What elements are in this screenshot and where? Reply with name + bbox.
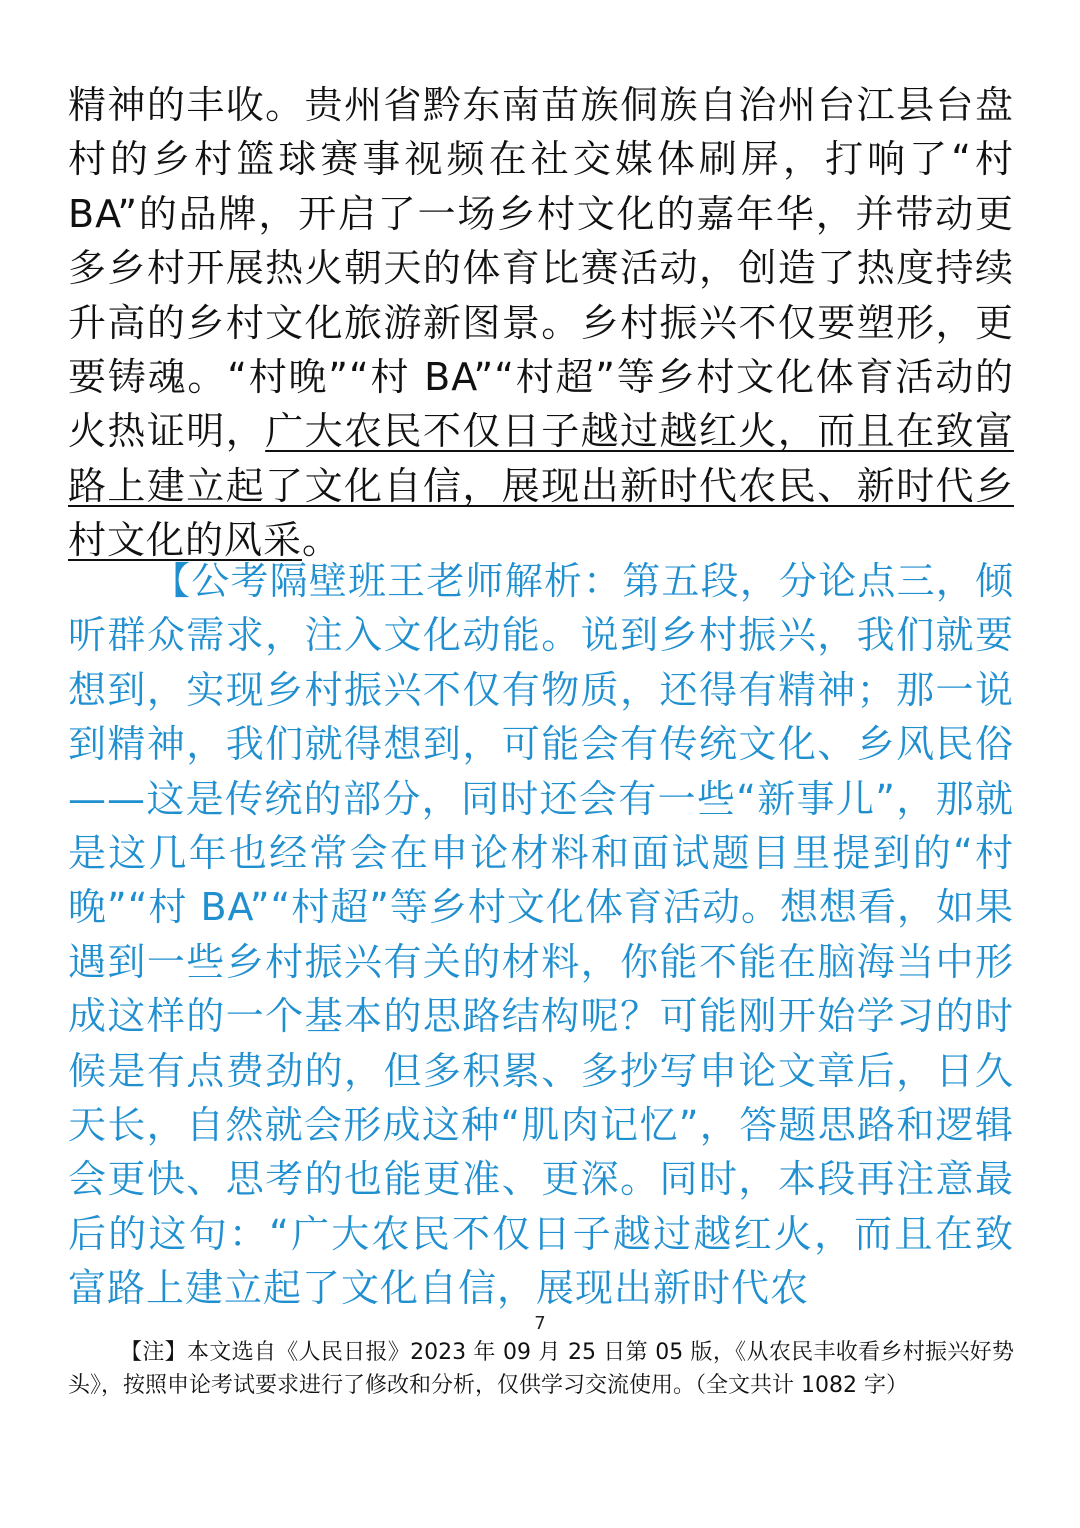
main-paragraph xyxy=(68,78,1014,568)
underlined-key-sentence: 广大农民不仅日子越过越红火，而且在致富路上建立起了文化自信，展现出新时代农民、新时代乡村文化的风采 xyxy=(68,409,1014,563)
page-number: 7 xyxy=(534,1313,546,1334)
main-paragraph-text: 精神的丰收。贵州省黔东南苗族侗族自治州台江县台盘村的乡村篮球赛事视频在社交媒体刷屏，打响了“村BA”的品牌，开启了一场乡村文化的嘉年华，并带动更多乡村开展热火朝天的体育比赛活动，创造了热度持续升高的乡村文化旅游新图景。乡村振兴不仅要塑形，更要铸魂。“村晚”“村 BA”“村超”等乡村文化体育活动的火热证明， xyxy=(68,83,1014,454)
source-note: 【注】本文选自《人民日报》2023 年 09 月 25 日第 05 版，《从农民丰收看乡村振兴好势头》，按照申论考试要求进行了修改和分析，仅供学习交流使用。（全文共计 1082 字） xyxy=(68,1340,1014,1398)
main-paragraph-end: 。 xyxy=(302,518,342,563)
teacher-analysis: 【公考隔壁班王老师解析：第五段，分论点三，倾听群众需求，注入文化动能。说到乡村振兴，我们就要想到，实现乡村振兴不仅有物质，还得有精神；那一说到精神，我们就得想到，可能会有传统文化、乡风民俗——这是传统的部分，同时还会有一些“新事儿”，那就是这几年也经常会在申论材料和面试题目里提到的“村晚”“村 BA”“村超”等乡村文化体育活动。想想看，如果遇到一些乡村振兴有关的材料，你能不能在脑海当中形成这样的一个基本的思路结构呢？可能刚开始学习的时候是有点费劲的，但多积累、多抄写申论文章后，日久天长，自然就会形成这种“肌肉记忆”，答题思路和逻辑会更快、思考的也能更准、更深。同时，本段再注意最后的这句：“广大农民不仅日子越过越红火，而且在致富路上建立起了文化自信，展现出新时代农 xyxy=(68,559,1014,1311)
